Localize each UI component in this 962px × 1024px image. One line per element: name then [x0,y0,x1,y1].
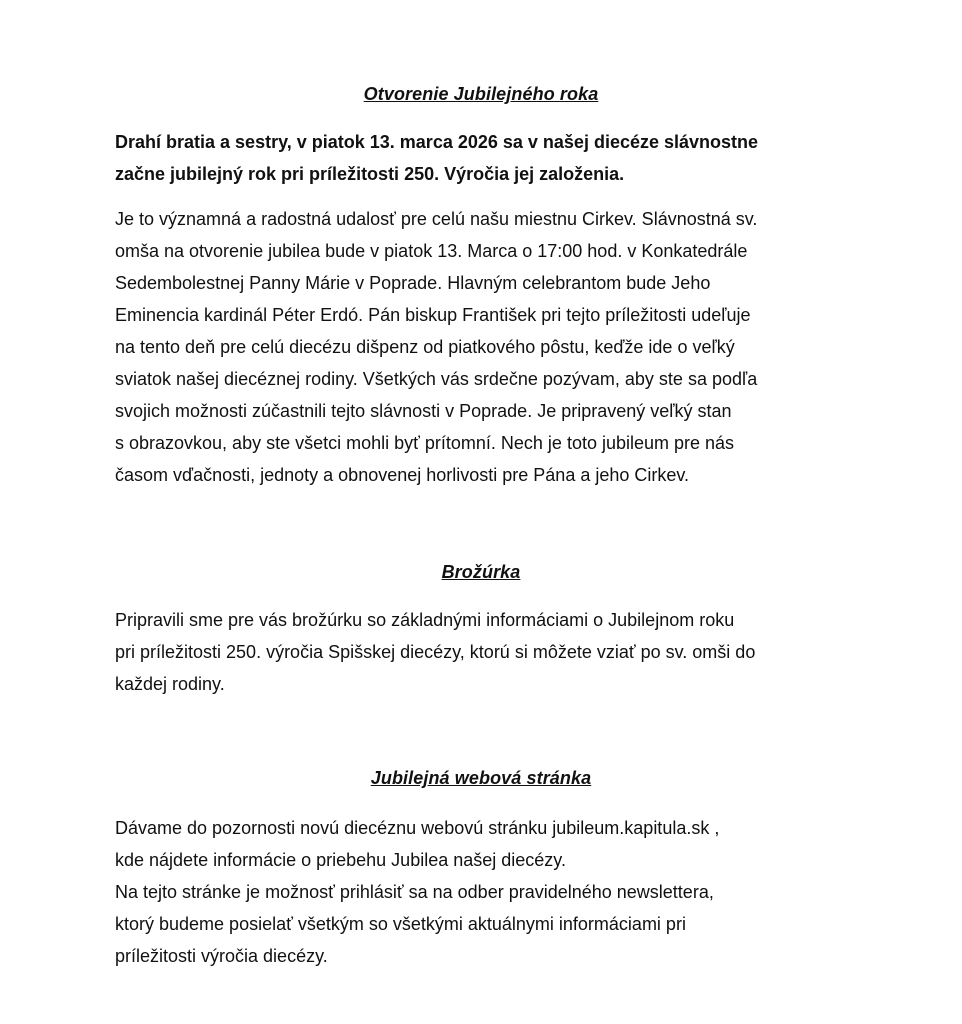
intro-line: Drahí bratia a sestry, v piatok 13. marca 2026 sa v našej diecéze slávnostne [115,132,759,152]
opening-body-paragraph [115,203,935,491]
heading-opening: Otvorenie Jubilejného roka [363,84,599,104]
body-line: Eminencia kardinál Péter Erdó. Pán biskup František pri tejto príležitosti udeľuje [115,305,751,325]
body-line: ktorý budeme posielať všetkým so všetkými aktuálnymi informáciami pri [115,914,686,934]
intro-line: začne jubilejný rok pri príležitosti 250. Výročia jej založenia. [115,164,625,184]
heading-brochure: Brožúrka [441,562,521,582]
body-line: pri príležitosti 250. výročia Spišskej diecézy, ktorú si môžete vziať po sv. omši do [115,642,756,662]
body-line: Je to významná a radostná udalosť pre celú našu miestnu Cirkev. Slávnostná sv. [115,209,758,229]
body-line: na tento deň pre celú diecézu dišpenz od piatkového pôstu, keďže ide o veľký [115,337,735,357]
intro-paragraph [115,126,935,190]
body-line: Dávame do pozornosti novú diecéznu webovú stránku jubileum.kapitula.sk , [115,818,720,838]
heading-website: Jubilejná webová stránka [370,768,592,788]
body-line: príležitosti výročia diecézy. [115,946,328,966]
website-paragraph [115,812,935,972]
body-line: Pripravili sme pre vás brožúrku so základnými informáciami o Jubilejnom roku [115,610,735,630]
body-line: svojich možnosti zúčastnili tejto slávnosti v Poprade. Je pripravený veľký stan [115,401,732,421]
body-line: omša na otvorenie jubilea bude v piatok 13. Marca o 17:00 hod. v Konkatedrále [115,241,748,261]
brochure-paragraph [115,604,935,700]
body-line: kde nájdete informácie o priebehu Jubilea našej diecézy. [115,850,566,870]
body-line: časom vďačnosti, jednoty a obnovenej horlivosti pre Pána a jeho Cirkev. [115,465,690,485]
body-line: s obrazovkou, aby ste všetci mohli byť prítomní. Nech je toto jubileum pre nás [115,433,735,453]
body-line: Na tejto stránke je možnosť prihlásiť sa na odber pravidelného newslettera, [115,882,714,902]
body-line: Sedembolestnej Panny Márie v Poprade. Hlavným celebrantom bude Jeho [115,273,711,293]
body-line: každej rodiny. [115,674,225,694]
body-line: sviatok našej diecéznej rodiny. Všetkých vás srdečne pozývam, aby ste sa podľa [115,369,758,389]
